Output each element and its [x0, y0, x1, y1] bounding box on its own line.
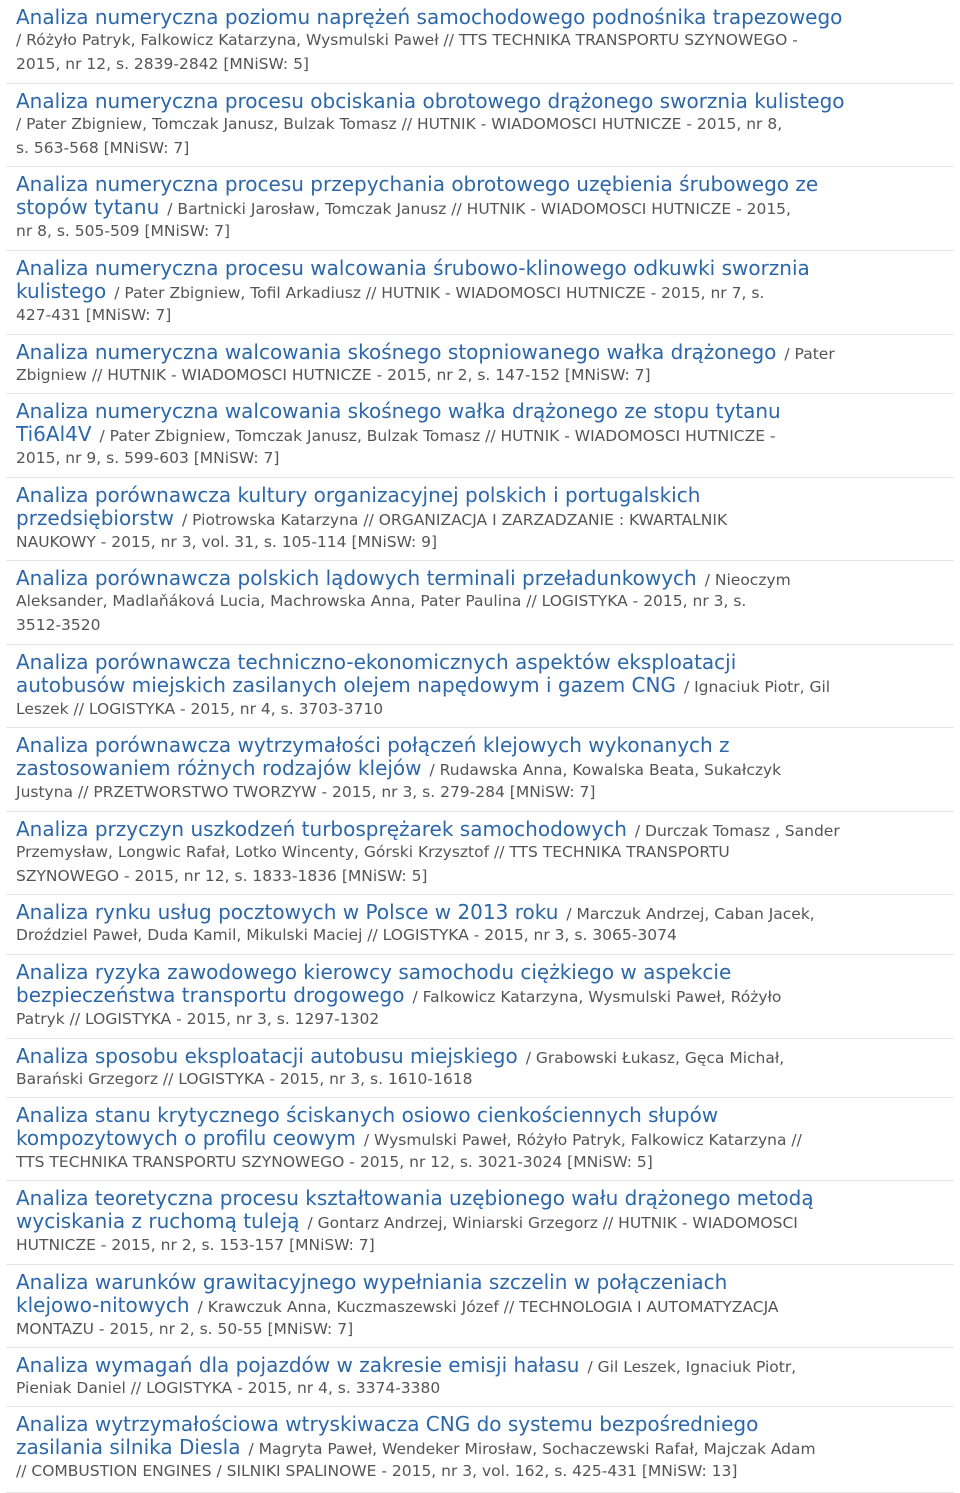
publication-citation: / Falkowicz Katarzyna, Wysmulski Paweł, Różyło	[412, 988, 782, 1006]
publication-entry	[6, 1181, 954, 1265]
publication-title-link[interactable]: Analiza porównawcza polskich lądowych terminali przeładunkowych	[16, 566, 697, 590]
publication-citation: / Ignaciuk Piotr, Gil	[683, 678, 831, 696]
publication-entry	[6, 955, 954, 1039]
publication-title-link[interactable]: Analiza numeryczna procesu obciskania obrotowego drążonego sworznia kulistego	[16, 89, 845, 113]
publication-citation: / Marczuk Andrzej, Caban Jacek,	[566, 905, 815, 923]
publication-title-link[interactable]: Analiza ryzyka zawodowego kierowcy samochodu ciężkiego w aspekcie	[16, 960, 732, 984]
publication-citation: / Piotrowska Katarzyna // ORGANIZACJA I ZARZADZANIE : KWARTALNIK	[182, 511, 728, 529]
entry-line	[16, 303, 171, 327]
entry-line	[16, 195, 791, 221]
publication-entry	[6, 728, 954, 812]
entry-line	[16, 840, 730, 864]
entry-line	[16, 1209, 798, 1235]
entry-line	[16, 279, 764, 305]
publication-citation: / Gontarz Andrzej, Winiarski Grzegorz // HUTNIK - WIADOMOSCI	[307, 1214, 798, 1232]
entry-line	[16, 5, 842, 29]
publication-citation: SZYNOWEGO - 2015, nr 12, s. 1833-1836 [MNiSW: 5]	[16, 867, 428, 885]
publication-citation: Zbigniew // HUTNIK - WIADOMOSCI HUTNICZE - 2015, nr 2, s. 147-152 [MNiSW: 7]	[16, 366, 651, 384]
publication-citation: Barański Grzegorz // LOGISTYKA - 2015, nr 3, s. 1610-1618	[16, 1070, 473, 1088]
publication-citation: / Pater	[784, 345, 835, 363]
publication-title-link[interactable]: Analiza sposobu eksploatacji autobusu miejskiego	[16, 1044, 518, 1068]
entry-line	[16, 506, 727, 532]
entry-line	[16, 733, 730, 757]
publication-entry	[6, 1039, 954, 1098]
entry-line	[16, 219, 230, 243]
publication-citation: / Wysmulski Paweł, Różyło Patryk, Falkowicz Katarzyna //	[363, 1131, 802, 1149]
publication-citation: TTS TECHNIKA TRANSPORTU SZYNOWEGO - 2015, nr 12, s. 3021-3024 [MNiSW: 5]	[16, 1153, 653, 1171]
publication-title-link[interactable]: Analiza porównawcza wytrzymałości połączeń klejowych wykonanych z	[16, 733, 730, 757]
publication-title-link[interactable]: kulistego	[16, 279, 107, 303]
entry-line	[16, 1067, 472, 1091]
publication-title-link[interactable]: bezpieczeństwa transportu drogowego	[16, 983, 405, 1007]
publication-title-link[interactable]: Analiza numeryczna walcowania skośnego stopniowanego wałka drążonego	[16, 340, 777, 364]
publication-citation: Aleksander, Madlaňáková Lucia, Machrowska Anna, Pater Paulina // LOGISTYKA - 2015, nr 3, s.	[16, 592, 747, 610]
entry-line	[16, 112, 782, 136]
publication-citation: / Pater Zbigniew, Tomczak Janusz, Bulzak Tomasz // HUTNIK - WIADOMOSCI HUTNICZE - 2015, nr 8,	[16, 115, 783, 133]
entry-line	[16, 923, 677, 947]
publication-citation: / Magryta Paweł, Wendeker Mirosław, Sochaczewski Rafał, Majczak Adam	[248, 1440, 816, 1458]
publication-citation: / Nieoczym	[704, 571, 791, 589]
publication-citation: nr 8, s. 505-509 [MNiSW: 7]	[16, 222, 231, 240]
entry-line	[16, 399, 781, 423]
publication-entry	[6, 1265, 954, 1348]
entry-line	[16, 483, 700, 507]
publication-entry	[6, 1348, 954, 1407]
publication-citation: Justyna // PRZETWORSTWO TWORZYW - 2015, nr 3, s. 279-284 [MNiSW: 7]	[16, 783, 596, 801]
entry-line	[16, 1376, 440, 1400]
publication-citation: Przemysław, Longwic Rafał, Lotko Wincenty, Górski Krzysztof // TTS TECHNIKA TRANSPORTU	[16, 843, 730, 861]
publication-entry	[6, 478, 954, 561]
entry-line	[16, 1270, 727, 1294]
publication-citation: HUTNICZE - 2015, nr 2, s. 153-157 [MNiSW: 7]	[16, 1236, 375, 1254]
entry-line	[16, 650, 736, 674]
publication-entry	[6, 251, 954, 335]
publication-entry	[6, 645, 954, 728]
publication-title-link[interactable]: stopów tytanu	[16, 195, 160, 219]
entry-line	[16, 983, 781, 1009]
entry-line	[16, 530, 437, 554]
publication-citation: / Gil Leszek, Ignaciuk Piotr,	[587, 1358, 797, 1376]
publication-citation: / Rudawska Anna, Kowalska Beata, Sukałczyk	[429, 761, 782, 779]
publication-citation: MONTAZU - 2015, nr 2, s. 50-55 [MNiSW: 7]	[16, 1320, 354, 1338]
entry-line	[16, 89, 845, 113]
publication-title-link[interactable]: Analiza przyczyn uszkodzeń turbosprężarek samochodowych	[16, 817, 627, 841]
publication-citation: 3512-3520	[16, 616, 101, 634]
publication-title-link[interactable]: autobusów miejskich zasilanych olejem napędowym i gazem CNG	[16, 673, 676, 697]
publication-title-link[interactable]: Ti6Al4V	[16, 422, 92, 446]
entry-line	[16, 613, 101, 637]
entry-line	[16, 1103, 718, 1127]
publication-entry	[6, 1098, 954, 1181]
publication-entry	[6, 1407, 954, 1493]
publication-citation: Droździel Paweł, Duda Kamil, Mikulski Maciej // LOGISTYKA - 2015, nr 3, s. 3065-3074	[16, 926, 677, 944]
publication-title-link[interactable]: kompozytowych o profilu ceowym	[16, 1126, 356, 1150]
publication-citation: Pieniak Daniel // LOGISTYKA - 2015, nr 4, s. 3374-3380	[16, 1379, 441, 1397]
entry-line	[16, 136, 189, 160]
entry-line	[16, 363, 651, 387]
entry-line	[16, 256, 810, 280]
publication-citation: / Bartnicki Jarosław, Tomczak Janusz // HUTNIK - WIADOMOSCI HUTNICZE - 2015,	[167, 200, 791, 218]
entry-line	[16, 422, 776, 448]
publication-citation: / Krawczuk Anna, Kuczmaszewski Józef // TECHNOLOGIA I AUTOMATYZACJA	[197, 1298, 779, 1316]
publication-entry	[6, 84, 954, 167]
publication-citation: Leszek // LOGISTYKA - 2015, nr 4, s. 3703-3710	[16, 700, 384, 718]
entry-line	[16, 864, 427, 888]
publication-entry	[6, 394, 954, 478]
entry-line	[16, 1007, 379, 1031]
entry-line	[16, 1317, 353, 1341]
entry-line	[16, 28, 798, 52]
publication-title-link[interactable]: Analiza porównawcza kultury organizacyjnej polskich i portugalskich	[16, 483, 701, 507]
publication-citation: / Durczak Tomasz , Sander	[634, 822, 840, 840]
publication-title-link[interactable]: zastosowaniem różnych rodzajów klejów	[16, 756, 422, 780]
publication-title-link[interactable]: Analiza porównawcza techniczno-ekonomicznych aspektów eksploatacji	[16, 650, 737, 674]
publication-citation: NAUKOWY - 2015, nr 3, vol. 31, s. 105-114 [MNiSW: 9]	[16, 533, 438, 551]
publication-title-link[interactable]: Analiza teoretyczna procesu kształtowania uzębionego wału drążonego metodą	[16, 1186, 814, 1210]
entry-line	[16, 589, 746, 613]
entry-line	[16, 1412, 758, 1436]
publication-entry	[6, 561, 954, 645]
publication-title-link[interactable]: Analiza wymagań dla pojazdów w zakresie emisji hałasu	[16, 1353, 580, 1377]
entry-line	[16, 1293, 779, 1319]
entry-line	[16, 1459, 737, 1483]
entry-line	[16, 1435, 816, 1461]
publication-title-link[interactable]: zasilania silnika Diesla	[16, 1435, 241, 1459]
publication-citation: s. 563-568 [MNiSW: 7]	[16, 139, 190, 157]
publication-entry	[6, 895, 954, 955]
publication-title-link[interactable]: Analiza warunków grawitacyjnego wypełniania szczelin w połączeniach	[16, 1270, 728, 1294]
publication-entry	[6, 812, 954, 895]
entry-line	[16, 1233, 375, 1257]
publication-citation: 2015, nr 12, s. 2839-2842 [MNiSW: 5]	[16, 55, 309, 73]
publication-citation: / Pater Zbigniew, Tomczak Janusz, Bulzak Tomasz // HUTNIK - WIADOMOSCI HUTNICZE -	[99, 427, 776, 445]
entry-line	[16, 697, 383, 721]
publication-title-link[interactable]: Analiza numeryczna procesu przepychania obrotowego uzębienia śrubowego ze	[16, 172, 819, 196]
entry-line	[16, 1186, 814, 1210]
entry-line	[16, 446, 279, 470]
publication-citation: // COMBUSTION ENGINES / SILNIKI SPALINOWE - 2015, nr 3, vol. 162, s. 425-431 [MNiSW: 13]	[16, 1462, 738, 1480]
entry-line	[16, 1126, 802, 1152]
publication-title-link[interactable]: Analiza stanu krytycznego ściskanych osiowo cienkościennych słupów	[16, 1103, 719, 1127]
publication-title-link[interactable]: Analiza numeryczna walcowania skośnego wałka drążonego ze stopu tytanu	[16, 399, 781, 423]
entry-line	[16, 1150, 653, 1174]
publication-title-link[interactable]: klejowo-nitowych	[16, 1293, 190, 1317]
publication-title-link[interactable]: Analiza numeryczna procesu walcowania śrubowo-klinowego odkuwki sworznia	[16, 256, 810, 280]
publication-title-link[interactable]: Analiza wytrzymałościowa wtryskiwacza CNG do systemu bezpośredniego	[16, 1412, 759, 1436]
entry-line	[16, 780, 595, 804]
publication-citation: 427-431 [MNiSW: 7]	[16, 306, 172, 324]
entry-line	[16, 172, 818, 196]
publication-title-link[interactable]: przedsiębiorstw	[16, 506, 175, 530]
entry-line	[16, 52, 309, 76]
publication-title-link[interactable]: wyciskania z ruchomą tuleją	[16, 1209, 300, 1233]
entry-line	[16, 673, 830, 699]
publication-title-link[interactable]: Analiza rynku usług pocztowych w Polsce w 2013 roku	[16, 900, 559, 924]
publication-citation: Patryk // LOGISTYKA - 2015, nr 3, s. 1297-1302	[16, 1010, 380, 1028]
publication-entry	[6, 335, 954, 394]
publication-title-link[interactable]: Analiza numeryczna poziomu naprężeń samochodowego podnośnika trapezowego	[16, 5, 843, 29]
publication-citation: / Różyło Patryk, Falkowicz Katarzyna, Wysmulski Paweł // TTS TECHNIKA TRANSPORTU SZYNOWEGO -	[16, 31, 798, 49]
entry-line	[16, 756, 781, 782]
entry-line	[16, 960, 731, 984]
publication-entry	[6, 0, 954, 84]
publication-entry	[6, 167, 954, 251]
publication-citation: / Grabowski Łukasz, Gęca Michał,	[525, 1049, 785, 1067]
publication-citation: 2015, nr 9, s. 599-603 [MNiSW: 7]	[16, 449, 280, 467]
publication-citation: / Pater Zbigniew, Tofil Arkadiusz // HUTNIK - WIADOMOSCI HUTNICZE - 2015, nr 7, s.	[114, 284, 765, 302]
